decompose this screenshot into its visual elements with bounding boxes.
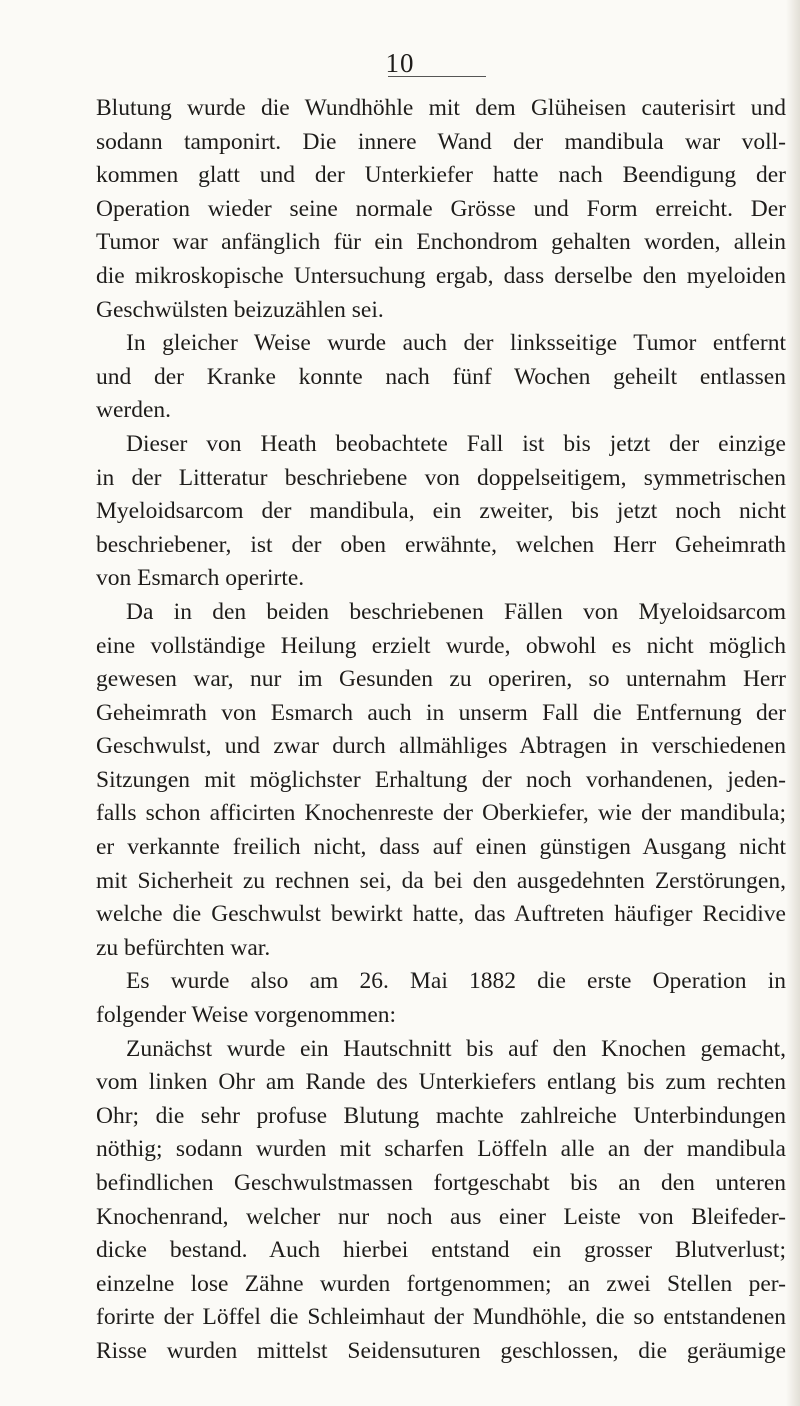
text-line: befindlichen Geschwulstmassen fortgeschabt bis an den unteren xyxy=(96,1170,786,1196)
text-line: zu befürchten war. xyxy=(96,934,271,961)
page-edge-shadow xyxy=(786,0,800,1406)
text-line: sodann tamponirt. Die innere Wand der mandibula war voll- xyxy=(96,128,786,155)
text-line: Ohr; die sehr profuse Blutung machte zahlreiche Unterbindungen xyxy=(96,1102,786,1129)
text-line: Sitzungen mit möglichster Erhaltung der noch vorhandenen, jeden- xyxy=(96,766,786,793)
text-line: Dieser von Heath beobachtete Fall ist bis jetzt der einzige xyxy=(126,430,786,457)
text-line: Myeloidsarcom der mandibula, ein zweiter, bis jetzt noch nicht xyxy=(96,498,786,525)
text-line: welche die Geschwulst bewirkt hatte, das Auftreten häufiger Recidive xyxy=(96,901,786,928)
text-line: Geschwulst, und zwar durch allmähliges Abtragen in verschiedenen xyxy=(96,733,786,760)
text-line: die mikroskopische Untersuchung ergab, dass derselbe den myeloiden xyxy=(96,262,786,289)
text-line: Knochenrand, welcher nur noch aus einer Leiste von Bleifeder- xyxy=(96,1203,786,1230)
text-line: Da in den beiden beschriebenen Fällen von Myeloidsarcom xyxy=(126,598,786,625)
text-line: Geheimrath von Esmarch auch in unserm Fall die Entfernung der xyxy=(96,699,786,726)
text-line: dicke bestand. Auch hierbei entstand ein grosser Blutverlust; xyxy=(96,1237,786,1264)
text-line: Tumor war anfänglich für ein Enchondrom gehalten worden, allein xyxy=(96,229,786,256)
text-line: einzelne lose Zähne wurden fortgenommen; an zwei Stellen per- xyxy=(96,1270,786,1297)
text-line: und der Kranke konnte nach fünf Wochen geheilt entlassen xyxy=(96,363,786,390)
text-line: Zunächst wurde ein Hautschnitt bis auf den Knochen gemacht, xyxy=(126,1035,786,1062)
page-number: 10 xyxy=(385,48,415,78)
text-line: Geschwülsten beizuzählen sei. xyxy=(96,296,384,323)
text-line: beschriebener, ist der oben erwähnte, welchen Herr Geheimrath xyxy=(96,531,786,558)
text-line: In gleicher Weise wurde auch der linksseitige Tumor entfernt xyxy=(126,330,786,357)
text-line: gewesen war, nur im Gesunden zu operiren, so unternahm Herr xyxy=(96,666,786,693)
text-line: Operation wieder seine normale Grösse und Form erreicht. Der xyxy=(96,195,786,222)
text-line: mit Sicherheit zu rechnen sei, da bei den ausgedehnten Zerstörungen, xyxy=(96,867,786,894)
text-line: in der Litteratur beschriebene von doppelseitigem, symmetrischen xyxy=(96,464,786,491)
body-text xyxy=(96,92,786,1369)
text-line: von Esmarch operirte. xyxy=(96,565,305,592)
text-line: nöthig; sodann wurden mit scharfen Löffeln alle an der mandibula xyxy=(96,1136,786,1163)
text-line: Risse wurden mittelst Seidensuturen geschlossen, die geräumige xyxy=(96,1337,786,1364)
text-line: forirte der Löffel die Schleimhaut der Mundhöhle, die so entstandenen xyxy=(96,1304,786,1331)
text-line: eine vollständige Heilung erzielt wurde, obwohl es nicht möglich xyxy=(96,632,786,659)
text-line: vom linken Ohr am Rande des Unterkiefers entlang bis zum rechten xyxy=(96,1069,786,1096)
header-rule xyxy=(388,76,486,77)
text-line: Es wurde also am 26. Mai 1882 die erste Operation in xyxy=(126,968,786,995)
text-line: falls schon afficirten Knochenreste der Oberkiefer, wie der mandibula; xyxy=(96,800,786,827)
text-line: kommen glatt und der Unterkiefer hatte nach Beendigung der xyxy=(96,162,786,189)
text-line: werden. xyxy=(96,397,172,424)
text-line: er verkannte freilich nicht, dass auf einen günstigen Ausgang nicht xyxy=(96,834,786,861)
text-line: Blutung wurde die Wundhöhle mit dem Glüheisen cauterisirt und xyxy=(96,95,786,121)
text-line: folgender Weise vorgenommen: xyxy=(96,1002,397,1029)
